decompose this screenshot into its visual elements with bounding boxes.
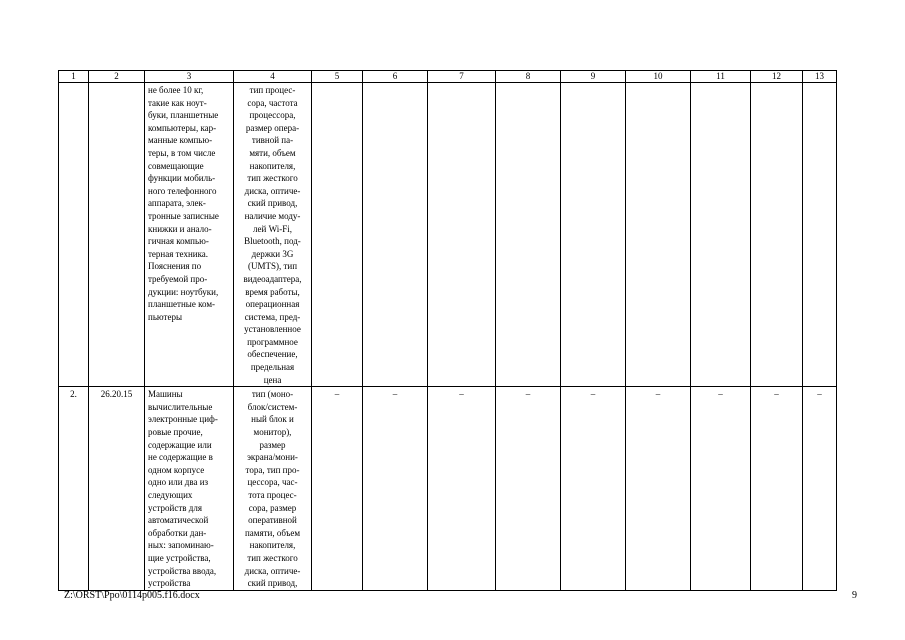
cell-text-line: электронные циф-	[148, 414, 218, 425]
cell-text-line: установленное	[244, 324, 301, 335]
row2-dash: –	[691, 387, 751, 591]
data-table	[58, 70, 837, 591]
cell-text-line: тора, тип про-	[245, 464, 300, 475]
cell-text-line: одном корпусе	[148, 464, 205, 475]
cell-text-line: совмещающие	[148, 160, 204, 171]
cell-text-line: тивной па-	[251, 135, 294, 146]
header-cell: 1	[59, 71, 89, 83]
cell-text-line: памяти, объем	[244, 527, 301, 538]
cell-text-line: ных: запоминаю-	[148, 540, 214, 551]
cell-text-line: ный блок и	[251, 414, 294, 425]
cell-text-line: мяти, объем	[249, 147, 296, 158]
table-row	[59, 387, 837, 591]
row1-col12	[751, 83, 803, 387]
header-cell: 5	[312, 71, 363, 83]
cell-text-line: система, пред-	[244, 311, 301, 322]
cell-text-line: не содержащие в	[148, 452, 213, 463]
row2-code: 26.20.15	[89, 387, 145, 591]
cell-text-line: одно или два из	[148, 477, 209, 488]
row1-col13	[803, 83, 837, 387]
cell-text-line: устройств для	[148, 502, 202, 513]
cell-text-line: автоматической	[148, 515, 209, 526]
cell-text-line: монитор),	[253, 427, 292, 438]
cell-text-line: тота процес-	[248, 490, 297, 500]
row2-dash: –	[803, 387, 837, 591]
cell-text-line: гичная компью-	[148, 236, 209, 247]
cell-text-line: тронные записные	[148, 210, 219, 221]
cell-text-line: тип жесткого	[247, 173, 298, 184]
cell-text-line: компьютеры, кар-	[148, 122, 217, 133]
row2-description	[145, 387, 234, 591]
row1-col9	[561, 83, 626, 387]
footer-page-number: 9	[852, 590, 857, 601]
cell-text-line: устройства	[148, 578, 191, 589]
header-cell: 7	[428, 71, 496, 83]
row2-number: 2.	[59, 387, 89, 591]
cell-text-line: диска, оптиче-	[244, 565, 301, 576]
row1-description	[145, 83, 234, 387]
header-cell: 13	[803, 71, 837, 83]
header-cell: 8	[496, 71, 561, 83]
row1-characteristics	[234, 83, 312, 387]
row2-dash: –	[312, 387, 363, 591]
cell-text-line: требуемой про-	[148, 273, 208, 284]
header-cell: 6	[363, 71, 428, 83]
header-cell: 10	[626, 71, 691, 83]
cell-text-line: обеспечение,	[247, 349, 298, 360]
header-cell: 12	[751, 71, 803, 83]
cell-text-line: планшетные ком-	[148, 299, 216, 310]
footer-file-path: Z:\ORST\Ppo\0114p005.f16.docx	[64, 590, 200, 601]
row1-col10	[626, 83, 691, 387]
row2-dash: –	[496, 387, 561, 591]
cell-text-line: Машины	[148, 389, 183, 400]
cell-text-line: дукции: ноутбуки,	[148, 286, 219, 297]
cell-text-line: книжки и анало-	[148, 223, 212, 234]
cell-text-line: сора, размер	[248, 502, 297, 513]
cell-text-line: операционная	[245, 299, 300, 310]
row2-dash: –	[363, 387, 428, 591]
header-cell: 4	[234, 71, 312, 83]
cell-text-line: держки 3G	[251, 248, 294, 259]
table-row	[59, 83, 837, 387]
cell-text-line: теры, в том числе	[148, 147, 216, 158]
row1-col7	[428, 83, 496, 387]
row2-dash: –	[561, 387, 626, 591]
cell-text-line: экрана/мони-	[247, 452, 298, 463]
row1-col5	[312, 83, 363, 387]
cell-text-line: буки, планшетные	[148, 110, 219, 121]
cell-text-line: цессора, час-	[247, 477, 298, 488]
cell-text-line: Пояснения по	[148, 261, 202, 272]
cell-text-line: время работы,	[245, 286, 300, 297]
cell-text-line: размер	[259, 439, 286, 450]
cell-text-line: оперативной	[248, 515, 297, 526]
cell-text-line: ного телефонного	[148, 185, 217, 196]
header-row	[59, 71, 837, 83]
cell-text-line: тип процес-	[249, 85, 296, 95]
row2-dash: –	[751, 387, 803, 591]
cell-text-line: такие как ноут-	[148, 97, 207, 108]
cell-text-line: не более 10 кг,	[148, 85, 204, 95]
header-cell: 3	[145, 71, 234, 83]
cell-text-line: накопителя,	[249, 160, 296, 171]
cell-text-line: предельная	[250, 362, 295, 373]
header-cell: 11	[691, 71, 751, 83]
row1-col11	[691, 83, 751, 387]
cell-text-line: обработки дан-	[148, 527, 207, 538]
cell-text-line: (UMTS), тип	[247, 261, 298, 272]
cell-text-line: функции мобиль-	[148, 173, 216, 184]
cell-text-line: устройства ввода,	[148, 565, 217, 576]
cell-text-line: размер опера-	[245, 122, 300, 133]
row2-dash: –	[626, 387, 691, 591]
cell-text-line: тип жесткого	[247, 552, 298, 563]
row1-col2	[89, 83, 145, 387]
cell-text-line: ский привод,	[247, 578, 298, 589]
row1-col6	[363, 83, 428, 387]
cell-text-line: следующих	[148, 490, 193, 500]
cell-text-line: вычислительные	[148, 401, 213, 412]
header-cell: 9	[561, 71, 626, 83]
cell-text-line: наличие моду-	[244, 210, 301, 221]
cell-text-line: диска, оптиче-	[244, 185, 301, 196]
cell-text-line: ский привод,	[247, 198, 298, 209]
cell-text-line: программное	[247, 336, 298, 347]
cell-text-line: лей Wi-Fi,	[253, 223, 292, 234]
row1-col1	[59, 83, 89, 387]
row2-dash: –	[428, 387, 496, 591]
cell-text-line: сора, частота	[247, 97, 298, 108]
cell-text-line: видеоадаптера,	[243, 273, 302, 284]
cell-text-line: процессора,	[249, 110, 296, 121]
cell-text-line: цена	[263, 374, 282, 385]
row2-characteristics	[234, 387, 312, 591]
cell-text-line: щие устройства,	[148, 552, 211, 563]
cell-text-line: содержащие или	[148, 439, 212, 450]
cell-text-line: манные компью-	[148, 135, 213, 146]
cell-text-line: терная техника.	[148, 248, 209, 259]
header-cell: 2	[89, 71, 145, 83]
cell-text-line: блок/систем-	[247, 401, 298, 412]
row1-col8	[496, 83, 561, 387]
cell-text-line: Bluetooth, под-	[244, 236, 301, 247]
cell-text-line: аппарата, элек-	[148, 198, 206, 209]
cell-text-line: накопителя,	[249, 540, 296, 551]
cell-text-line: пьютеры	[148, 311, 183, 322]
cell-text-line: тип (моно-	[251, 389, 294, 400]
cell-text-line: ровые прочие,	[148, 427, 203, 438]
